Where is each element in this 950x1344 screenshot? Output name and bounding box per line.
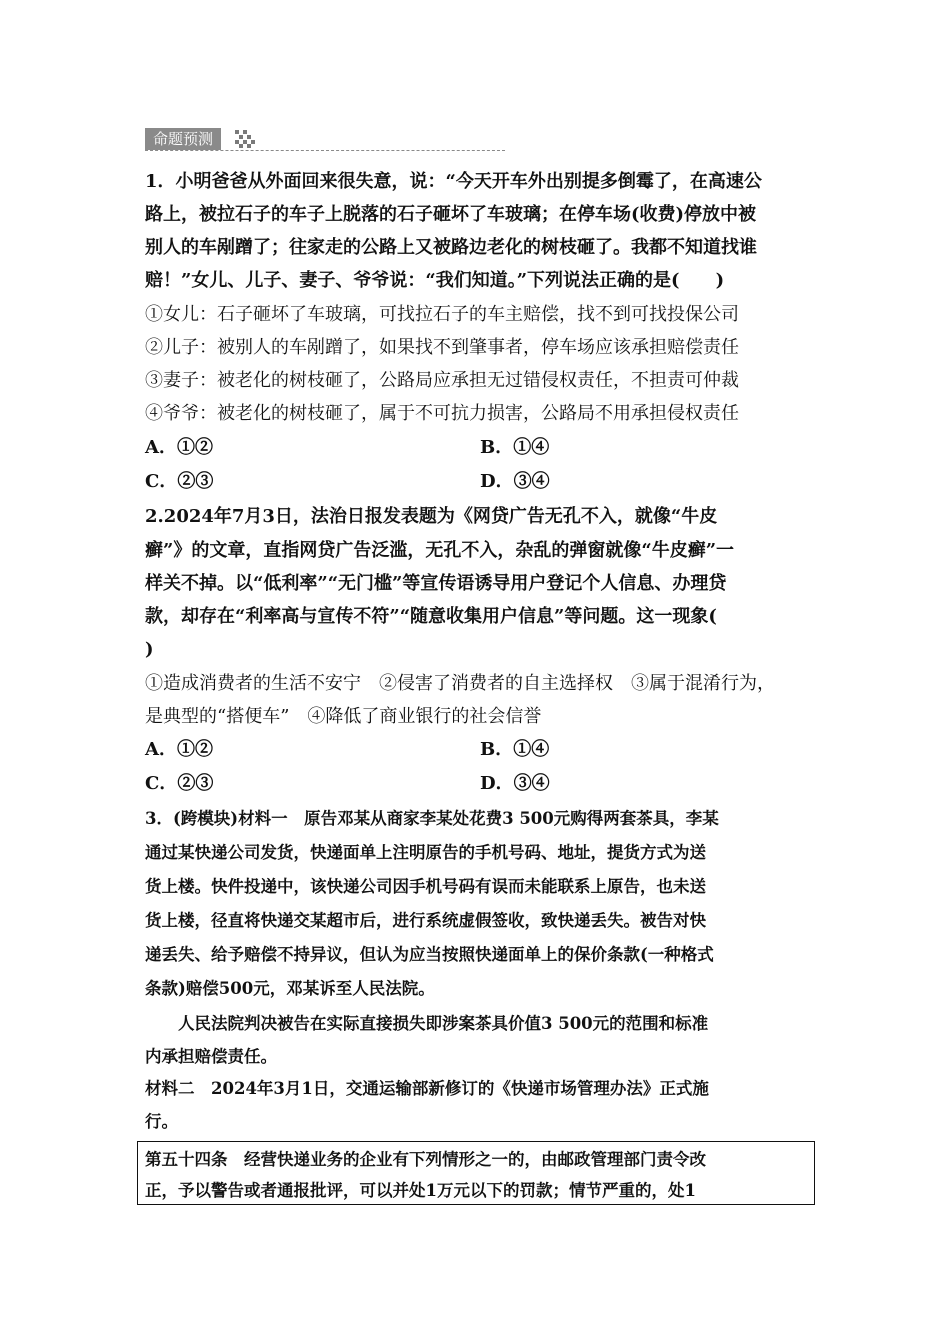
q1-statement: ②儿子：被别人的车剐蹭了，如果找不到肇事者，停车场应该承担赔偿责任 <box>145 337 739 358</box>
q1-statement: ④爷爷：被老化的树枝砸了，属于不可抗力损害，公路局不用承担侵权责任 <box>145 403 739 424</box>
q2-line: ) <box>145 639 154 660</box>
q1-option-c[interactable]: C．②③ <box>145 471 214 492</box>
q3-line: 通过某快递公司发货，快递面单上注明原告的手机号码、地址，提货方式为送 <box>145 843 706 862</box>
q2-option-b[interactable]: B．①④ <box>480 739 550 760</box>
section-divider <box>145 150 505 151</box>
q1-line: 别人的车剐蹭了；往家走的公路上又被路边老化的树枝砸了。我都不知道找谁 <box>145 237 757 258</box>
q3-line: 货上楼，径直将快递交某超市后，进行系统虚假签收，致快递丢失。被告对快 <box>145 911 706 930</box>
q1-option-b[interactable]: B．①④ <box>480 437 550 458</box>
q3-line: 材料二 2024年3月1日，交通运输部新修订的《快递市场管理办法》正式施 <box>145 1079 709 1098</box>
q3-line: 条款)赔偿500元，邓某诉至人民法院。 <box>145 979 435 998</box>
q2-statement: ①造成消费者的生活不安宁 ②侵害了消费者的自主选择权 ③属于混淆行为， <box>145 673 775 694</box>
q1-option-d[interactable]: D．③④ <box>480 471 550 492</box>
q1-line: 1．小明爸爸从外面回来很失意，说：“今天开车外出别提多倒霉了，在高速公 <box>145 171 762 192</box>
q1-line: 赔！”女儿、儿子、妻子、爷爷说：“我们知道。”下列说法正确的是( ) <box>145 270 725 291</box>
q2-line: 癣”》的文章，直指网贷广告泛滥，无孔不入，杂乱的弹窗就像“牛皮癣”一 <box>145 540 735 561</box>
q2-option-c[interactable]: C．②③ <box>145 773 214 794</box>
section-header <box>145 128 505 150</box>
q1-statement: ①女儿：石子砸坏了车玻璃，可找拉石子的车主赔偿，找不到可找投保公司 <box>145 304 739 325</box>
q1-statement: ③妻子：被老化的树枝砸了，公路局应承担无过错侵权责任，不担责可仲裁 <box>145 370 739 391</box>
q3-line: 3．(跨模块)材料一 原告邓某从商家李某处花费3 500元购得两套茶具，李某 <box>145 809 719 828</box>
q3-line: 内承担赔偿责任。 <box>145 1047 277 1066</box>
q2-line: 2.2024年7月3日，法治日报发表题为《网贷广告无孔不入，就像“牛皮 <box>145 506 718 527</box>
q1-line: 路上，被拉石子的车子上脱落的石子砸坏了车玻璃；在停车场(收费)停放中被 <box>145 204 757 225</box>
q2-line: 样关不掉。以“低利率”“无门槛”等宣传语诱导用户登记个人信息、办理贷 <box>145 573 727 594</box>
section-title: 命题预测 <box>145 128 221 150</box>
q3-line: 行。 <box>145 1112 178 1131</box>
q3-line: 递丢失、给予赔偿不持异议，但认为应当按照快递面单上的保价条款(一种格式 <box>145 945 714 964</box>
q2-line: 款，却存在“利率高与宣传不符”“随意收集用户信息”等问题。这一现象( <box>145 606 717 627</box>
q3-line: 人民法院判决被告在实际直接损失即涉案茶具价值3 500元的范围和标准 <box>145 1014 709 1033</box>
q2-statement: 是典型的“搭便车” ④降低了商业银行的社会信誉 <box>145 706 542 727</box>
q1-option-a[interactable]: A．①② <box>145 437 213 458</box>
box-line: 第五十四条 经营快递业务的企业有下列情形之一的，由邮政管理部门责令改 <box>145 1150 706 1169</box>
box-line: 正，予以警告或者通报批评，可以并处1万元以下的罚款；情节严重的，处1 <box>145 1181 696 1200</box>
dots-decoration-icon <box>235 130 257 148</box>
q2-option-a[interactable]: A．①② <box>145 739 213 760</box>
q2-option-d[interactable]: D．③④ <box>480 773 550 794</box>
q3-line: 货上楼。快件投递中，该快递公司因手机号码有误而未能联系上原告，也未送 <box>145 877 706 896</box>
